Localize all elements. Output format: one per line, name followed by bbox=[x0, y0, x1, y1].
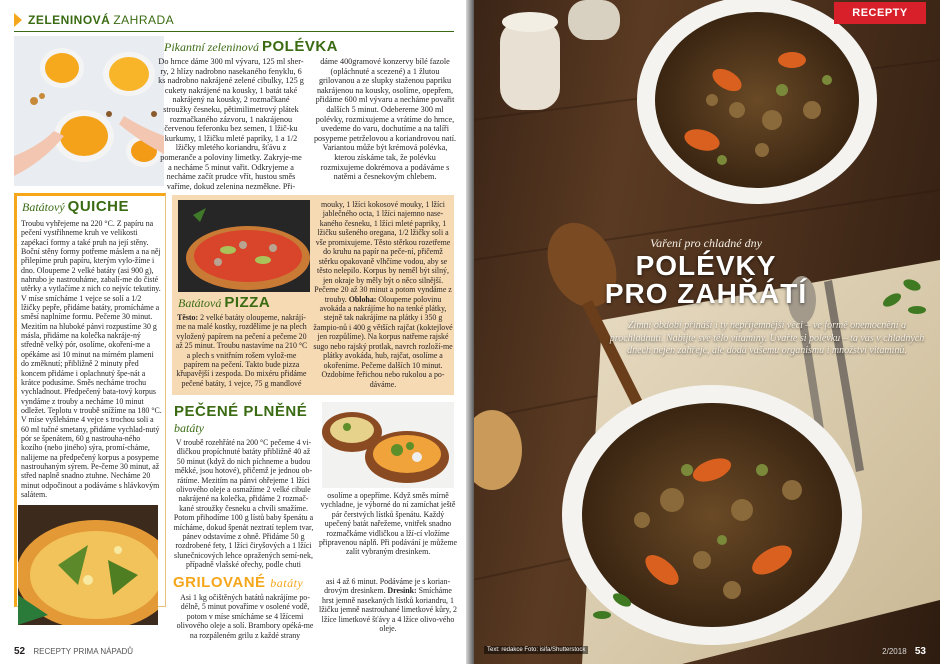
section-rule bbox=[14, 31, 454, 32]
issue-number: 2/2018 bbox=[882, 647, 907, 656]
folio-right bbox=[882, 646, 926, 657]
pizza-text-left-body: 2 velké batáty oloupeme, nakrájí-me na malé kostky, rozdělíme je na plech vyložený papírem na pečení a pečeme 20 až 25 minut. Troubu nastavíme na 210 °C a plech s vnitřním rošem vylož-me papírem na pečení. Takto bude pizza křupavější i zespoda. Do mixéru přidáme pečené batáty, 1 vejce, 75 g mandlové bbox=[175, 313, 308, 388]
page-number-right: 53 bbox=[914, 646, 926, 657]
quiche-title-bold: QUICHE bbox=[67, 198, 129, 215]
pizza-title-bold: PIZZA bbox=[224, 294, 271, 311]
arrow-icon bbox=[14, 13, 22, 27]
magazine-name: RECEPTY PRIMA NÁPADŮ bbox=[33, 647, 134, 656]
quiche-text: Troubu vyhřejeme na 220 °C. Z papíru na pečení vystřihneme kruh ve velikosti zapékací formy a také pruh na její stěny. Boční stěny formy potřeme máslem a na něj přilepíme pruh papíru, kterým vylo-žíme i dno. Oloupeme 2 velké batáty (asi 900 g), nahrubo je nastrouháme, zabalí-me do čisté utěrky a vytlačíme z nich co nejvíc tekutiny. V míse smícháme 1 vejce se solí a 1/2 lžičky pepře, přidáme batáty, promícháme a směsí naplníme formu. Pečeme 30 minut. Mezitím na hluboké pánvi rozpustíme 30 g másla, přidáme na kolečka nakráje-ný středně velký pór, osolíme, okoření-me a opékáme asi 10 minut na mírném plameni do změknutí; přibližně 2 minuty před koncem přidáme i oplachnutý špe-nát a krátce podusíme. Směs necháme trochu vychladnout. Předpečený bata-tový korpus vyndáme z trouby a necháme 10 minut odležet. Teplotu v troubě snížíme na 180 °C. V míse vyšleháme 4 vejce s trochou soli a 60 ml tučné smetany, přidáme vychlad-nutý pór se špenátem, 60 g nastrouha-ného kozího (nebo jiného) sýra, promí-cháme, nalijeme na předpečený korpus a posypeme nastrouhaným sýrem. Pe-čeme 30 minut, až střed naplně snadno ztuhne. Necháme 20 minut odpočinout a podáváme s hlávkovým salátem. bbox=[21, 219, 162, 499]
grilovane-title-italic: batáty bbox=[270, 576, 304, 590]
stuffed-batat-photo bbox=[322, 402, 454, 488]
section-header bbox=[14, 10, 174, 30]
pizza-photo bbox=[178, 200, 310, 292]
folio-left bbox=[14, 646, 133, 657]
recipe-polevka bbox=[158, 38, 458, 191]
pizza-text-left bbox=[173, 313, 310, 388]
hero-title bbox=[472, 252, 940, 308]
polevka-title bbox=[164, 38, 458, 55]
pizza-text-right-body: mouky, 1 lžíci kokosové mouky, 1 lžíci jablečného octa, 1 lžíci najemno nase-kaného česneku, 1 lžíci mleté papriky, 1 lžičku sušeného oregana, 1/2 lžičky soli a vše promixujeme. Těsto stěrkou rozetřeme do kruhu na papír na peče-ní, přičemž stěrku opakovaně vlhčíme vodou, aby se těsto nelepilo. Korpus by neměl být silný, jen okraje by měly být o něco silnější. Pečeme 20 až 30 minut a potom vyndáme z trouby. bbox=[314, 200, 452, 304]
grilovane-text-right-body2: Smícháme hrst jemně nasekaných lístků koriandru, 1 lžičku jemně nastrouhané limetkové kůry, 2 lžíce limetkové šťávy a 4 lžíce olivo-vého oleje. bbox=[319, 586, 457, 634]
hero-title-line1: POLÉVKY bbox=[635, 250, 777, 281]
pecene-text-right: osolíme a opepříme. Když směs mírně vychladne, je výborné do ní zamíchat ještě pár čerstvých lístků špenátu. Každý upečený batát nařežeme, vnitřek snadno rozmačkáme vidličkou a lží-cí vložíme připravenou náplň. Při podávání je můžeme zalít vybraným dresinkem. bbox=[318, 491, 458, 557]
pecene-subtitle: batáty bbox=[174, 421, 204, 435]
pizza-title bbox=[178, 294, 270, 311]
grilovane-title bbox=[173, 574, 303, 591]
soup-bowls-photo bbox=[14, 36, 164, 186]
quiche-photo bbox=[18, 505, 158, 625]
pizza-text-right-body2: Oloupeme polovinu avokáda a nakrájíme ho na tenké plátky, stejně tak nakrájíme na plátky i 350 g žampio-nů i 400 g větších rajčat (koktejlové jen rozpůlíme). Na korpus natřeme rajské sugo nebo rajský protlak, navrch rozloží-me plátky avokáda, hub, rajčat, osolíme a okořeníme. Pečeme dalších 10 minut. Ozdobíme řeřichou nebo rukolou a po-dáváme. bbox=[313, 294, 453, 389]
polevka-text-col2: dáme 400gramové konzervy bílé fazole (opláchnuté a scezené) a 1 žlutou grilovanou a ze slupky staženou papriku nakrájenou na kousky, osolíme, opepřem, přidáme 600 ml vývaru a necháme povařit dalších 5 minut. Odebereme 300 ml polévky, rozmixujeme a vrátíme do hrnce, uvedeme do varu, dochutíme a na talíři posypeme petrželovou a koriandrovou natí. Variantou může být krémová polévka, kterou získáme tak, že polévku rozmixujeme dokrémova a podáváme s natěmi a česnekovým chlebem. bbox=[313, 57, 457, 182]
spread-gutter bbox=[466, 0, 474, 664]
section-title-part2: ZAHRADA bbox=[113, 13, 175, 27]
pizza-text-right bbox=[313, 200, 453, 389]
left-page bbox=[0, 0, 468, 664]
grilovane-keyword-dresink: Dresink: bbox=[387, 586, 417, 596]
hero-title-line2: PRO ZAHŘÁTÍ bbox=[604, 278, 808, 309]
grilovane-text-right-body: asi 4 až 6 minut. Podáváme je s korian-drovým dresinkem. bbox=[324, 577, 451, 596]
section-title-part1: ZELENINOVÁ bbox=[28, 13, 111, 27]
hero-kicker: Vaření pro chladné dny bbox=[650, 236, 762, 250]
quiche-title bbox=[22, 198, 129, 215]
pecene-text-left: V troubě rozehřáté na 200 °C pečeme 4 vi-dličkou propíchnuté batáty přibližně 40 až 50 minut (když do nich píchneme a budou měkké, jsou hotové), přičemž je jednou ob-rátíme. Mezitím na pánvi ohřejeme 1 lžíci olivového oleje a osmažíme 2 velké cibule nakrájené na kolečka, přidáme 2 rozmač-kané stroužky česneku a chvíli smažíme. Potom přihodíme 100 g lístů baby špenátu a mícháme, dokud špenát neztratí teplem tvar, pánev odstavíme z ohně. Přidáme 50 g rozdrobené fety, 1 lžíci čiryšových a 1 lžíci slunečnicových lehce opražených semí-nek, případně vlašské ořechy, podle chuti bbox=[173, 438, 314, 570]
photo-credit: Text: redakce Foto: isifa/Shutterstock bbox=[484, 646, 588, 654]
grilovane-text-left: Asi 1 kg očištěných batátů nakrájíme po-délně, 5 minut povaříme v osolené vodě, potom v míse smícháme se 4 lžícemi olivového oleje a solí. Brambory opéká-me na rozpáleném grilu z každé strany bbox=[176, 593, 314, 640]
right-page bbox=[472, 0, 940, 664]
quiche-title-italic: Batátový bbox=[22, 200, 65, 214]
pizza-keyword-testo: Těsto: bbox=[177, 313, 199, 322]
grilovane-text-right bbox=[318, 577, 458, 633]
hero-lead: Zimní období přináší i ty nepříjemnější věci – ve formě onemocnění a prochladnutí. Nabijte své tělo vitamíny. Uvařte si polévku – ta vás v chladných dnech nejen zahřeje, ale dodá vašemu organismu i množství vitamínů. bbox=[609, 320, 925, 356]
grilovane-title-bold: GRILOVANÉ bbox=[173, 574, 266, 591]
page-number-left: 52 bbox=[14, 646, 26, 657]
pizza-keyword-obloha: Obloha: bbox=[348, 294, 377, 304]
polevka-title-italic: Pikantní zeleninová bbox=[164, 40, 259, 54]
pizza-title-italic: Batátová bbox=[178, 296, 222, 310]
polevka-title-bold: POLÉVKA bbox=[261, 38, 338, 55]
pecene-title: PEČENÉ PLNĚNÉ bbox=[174, 403, 308, 420]
polevka-text-col1: Do hrnce dáme 300 ml vývaru, 125 ml sher-ry, 2 hlízy nadrobno nasekaného fenyklu, 6 ks nadrobno nakrájené zelené cibulky, 125 g cukety nakrájené na kousky, 1 batát také nakrájený na kousky, 2 rozmačkané stroužky česneku, pětimilimetrový plátek rozmačkaného zázvoru, 1 nakrájenou červenou feferonku bez semen, 1 lžič-ku kurkumy, 1 lžičku mleté papriky, 1 a 1/2 lžičky mletého koriandru, šťávu z pomeranče a poloviny limetky. Zakryje-me a necháme 5 minut vařit. Odkryjeme a necháme začít prudce vřít, hustou směs vaříme, dokud zelenina nezměkne. Při- bbox=[158, 57, 304, 191]
recepty-tab: RECEPTY bbox=[834, 2, 926, 24]
